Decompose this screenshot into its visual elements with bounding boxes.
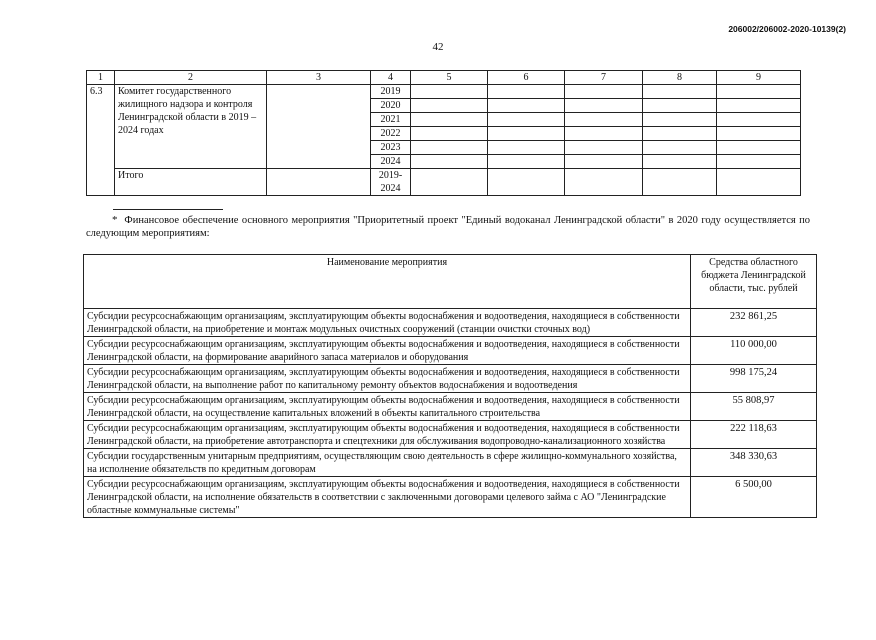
- column-header: 4: [371, 71, 411, 85]
- measure-amount: 110 000,00: [691, 337, 817, 365]
- measure-name: Субсидии ресурсоснабжающим организациям, эксплуатирующим объекты водоснабжения и водоотведения, находящиеся в собственности Ленинградской области, на приобретение и монтаж модульных очистных сооружений (станции очистки сточных вод): [84, 309, 691, 337]
- measure-amount: 6 500,00: [691, 477, 817, 518]
- table-row: [84, 449, 817, 477]
- year-cell: 2021: [371, 113, 411, 127]
- table-row: [84, 393, 817, 421]
- measure-amount: 348 330,63: [691, 449, 817, 477]
- column-header: 5: [411, 71, 488, 85]
- footnote: [86, 214, 810, 240]
- row-number: 6.3: [87, 85, 115, 196]
- measures-table: [83, 254, 817, 518]
- table-total-row: [87, 169, 801, 196]
- total-label: Итого: [115, 169, 267, 196]
- measure-name: Субсидии ресурсоснабжающим организациям, эксплуатирующим объекты водоснабжения и водоотведения, находящиеся в собственности Ленинградской области, на исполнение обязательств в соответствии с заключенными договорами целевого займа с АО "Ленинградские областные коммунальные системы": [84, 477, 691, 518]
- organization-name: Комитет государственного жилищного надзора и контроля Ленинградской области в 2019 – 2024 годах: [115, 85, 267, 169]
- column-header: 2: [115, 71, 267, 85]
- column-header: 3: [267, 71, 371, 85]
- measure-name: Субсидии ресурсоснабжающим организациям, эксплуатирующим объекты водоснабжения и водоотведения, находящиеся в собственности Ленинградской области, на приобретение автотранспорта и спецтехники для обслуживания водопроводно-канализационного хозяйства: [84, 421, 691, 449]
- year-cell: 2024: [371, 155, 411, 169]
- measure-amount: 222 118,63: [691, 421, 817, 449]
- column-header-name: Наименование мероприятия: [84, 255, 691, 309]
- measure-name: Субсидии ресурсоснабжающим организациям, эксплуатирующим объекты водоснабжения и водоотведения, находящиеся в собственности Ленинградской области, на формирование аварийного запаса материалов и оборудования: [84, 337, 691, 365]
- measure-amount: 232 861,25: [691, 309, 817, 337]
- year-cell: 2019: [371, 85, 411, 99]
- measure-name: Субсидии ресурсоснабжающим организациям, эксплуатирующим объекты водоснабжения и водоотведения, находящиеся в собственности Ленинградской области, на осуществление капитальных вложений в объекты капитального строительства: [84, 393, 691, 421]
- column-header: 6: [488, 71, 565, 85]
- measure-amount: 55 808,97: [691, 393, 817, 421]
- column-header: 1: [87, 71, 115, 85]
- total-years: 2019- 2024: [371, 169, 411, 196]
- table-header-row: [84, 255, 817, 309]
- year-cell: 2022: [371, 127, 411, 141]
- measure-amount: 998 175,24: [691, 365, 817, 393]
- page-number: 42: [432, 41, 444, 53]
- column-header: 9: [717, 71, 801, 85]
- table-row: [84, 365, 817, 393]
- year-cell: 2020: [371, 99, 411, 113]
- table-header-row: [87, 71, 801, 85]
- footnote-text: Финансовое обеспечение основного мероприятия "Приоритетный проект "Единый водоканал Ленинградской области" в 2020 году осуществляется по следующим мероприятиям:: [86, 215, 811, 239]
- table-row: [84, 477, 817, 518]
- table-row: [84, 337, 817, 365]
- measure-name: Субсидии ресурсоснабжающим организациям, эксплуатирующим объекты водоснабжения и водоотведения, находящиеся в собственности Ленинградской области, на выполнение работ по капитальному ремонту объектов водоснабжения и водоотведения: [84, 365, 691, 393]
- funding-years-table: [86, 70, 801, 196]
- column-header-funds: Средства областного бюджета Ленинградской области, тыс. рублей: [691, 255, 817, 309]
- column-header: 7: [565, 71, 643, 85]
- document-id: 206002/206002-2020-10139(2): [728, 24, 846, 34]
- empty-cell: [267, 169, 371, 196]
- empty-cell: [267, 85, 371, 169]
- table-row: [84, 421, 817, 449]
- footnote-marker: *: [112, 214, 118, 226]
- measure-name: Субсидии государственным унитарным предприятиям, осуществляющим свою деятельность в сфере жилищно-коммунального хозяйства, на исполнение обязательств по кредитным договорам: [84, 449, 691, 477]
- table-row: [87, 85, 801, 99]
- footnote-divider: [113, 209, 223, 210]
- table-row: [84, 309, 817, 337]
- year-cell: 2023: [371, 141, 411, 155]
- column-header: 8: [643, 71, 717, 85]
